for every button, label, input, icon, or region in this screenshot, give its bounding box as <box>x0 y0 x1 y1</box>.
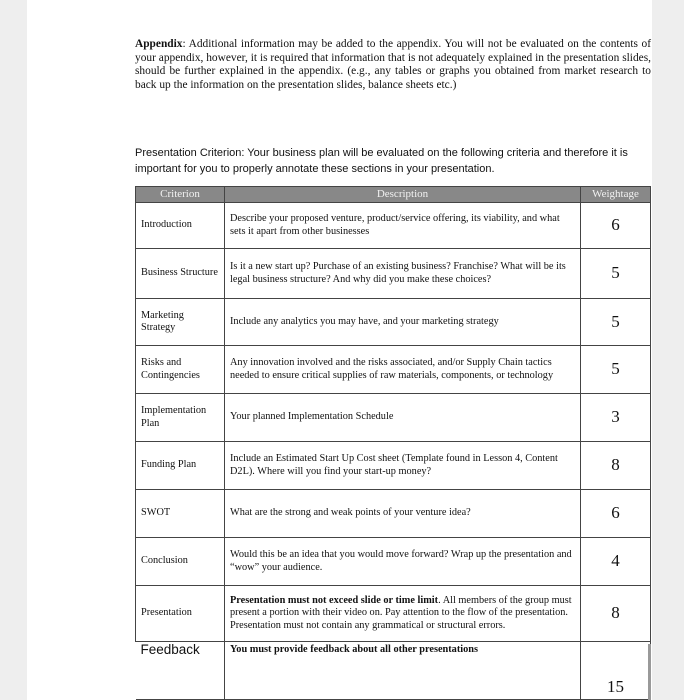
table-row <box>136 299 651 346</box>
table-row <box>136 538 651 586</box>
feedback-description: You must provide feedback about all other presentations <box>230 644 479 655</box>
weight-cell: 5 <box>581 299 651 346</box>
description-cell: Would this be an idea that you would move forward? Wrap up the presentation and “wow” your audience. <box>225 538 581 586</box>
criteria-table <box>135 186 651 700</box>
description-cell: Include any analytics you may have, and your marketing strategy <box>225 299 581 346</box>
weight-cell: 5 <box>581 249 651 299</box>
description-cell: Your planned Implementation Schedule <box>225 394 581 442</box>
criterion-cell: SWOT <box>136 490 225 538</box>
description-cell: What are the strong and weak points of your venture idea? <box>225 490 581 538</box>
presentation-limit-text: Presentation must not exceed slide or time limit <box>230 594 439 606</box>
description-cell <box>225 586 581 642</box>
criterion-cell: Conclusion <box>136 538 225 586</box>
criterion-cell: Introduction <box>136 203 225 249</box>
description-cell: Describe your proposed venture, product/service offering, its viability, and what sets it apart from other businesses <box>225 203 581 249</box>
description-cell <box>225 642 581 700</box>
weight-cell: 8 <box>581 586 651 642</box>
criterion-cell: Marketing Strategy <box>136 299 225 346</box>
criterion-intro: Presentation Criterion: Your business plan will be evaluated on the following criteria and therefore it is important for you to properly annotate these sections in your presentation. <box>135 147 628 175</box>
description-cell: Any innovation involved and the risks associated, and/or Supply Chain tactics needed to ensure critical supplies of raw materials, components, or technology <box>225 346 581 394</box>
weight-cell: 4 <box>581 538 651 586</box>
description-cell: Is it a new start up? Purchase of an existing business? Franchise? What will be its legal business structure? And why did you make these choices? <box>225 249 581 299</box>
table-header-row <box>136 187 651 203</box>
criterion-cell: Funding Plan <box>136 442 225 490</box>
appendix-text: : Additional information may be added to the appendix. You will not be evaluated on the contents of your appendix, however, it is required that information that is not adequately explained in the presentation slides, should be further explained in the appendix. (e.g., any tables or graphs you obtained from market research to back up the information on the presentation slides, balance sheets etc.) <box>135 38 651 91</box>
feedback-label: Feedback <box>136 642 225 700</box>
weight-cell: 3 <box>581 394 651 442</box>
table-row <box>136 394 651 442</box>
scroll-edge <box>648 644 651 700</box>
table-row <box>136 346 651 394</box>
table-row <box>136 203 651 249</box>
header-description: Description <box>225 187 581 203</box>
header-weightage: Weightage <box>581 187 651 203</box>
criterion-cell: Risks and Contingencies <box>136 346 225 394</box>
weight-cell: 15 <box>581 642 651 700</box>
table-row <box>136 442 651 490</box>
table-row-feedback <box>136 642 651 700</box>
criterion-cell: Implementation Plan <box>136 394 225 442</box>
document-page <box>27 0 652 700</box>
criterion-cell: Business Structure <box>136 249 225 299</box>
weight-cell: 8 <box>581 442 651 490</box>
appendix-paragraph <box>135 38 651 92</box>
appendix-label: Appendix <box>135 38 183 50</box>
table-row-presentation <box>136 586 651 642</box>
weight-cell: 6 <box>581 490 651 538</box>
presentation-rest-text: . All members of the group must present a portion with their video on. Pay attention to the flow of the presentation. Presentation must not contain any grammatical or structural errors. <box>230 594 572 631</box>
description-cell: Include an Estimated Start Up Cost sheet (Template found in Lesson 4, Content D2L). Where will you find your start-up money? <box>225 442 581 490</box>
criterion-cell: Presentation <box>136 586 225 642</box>
weight-cell: 5 <box>581 346 651 394</box>
table-row <box>136 490 651 538</box>
table-row <box>136 249 651 299</box>
header-criterion: Criterion <box>136 187 225 203</box>
weight-cell: 6 <box>581 203 651 249</box>
